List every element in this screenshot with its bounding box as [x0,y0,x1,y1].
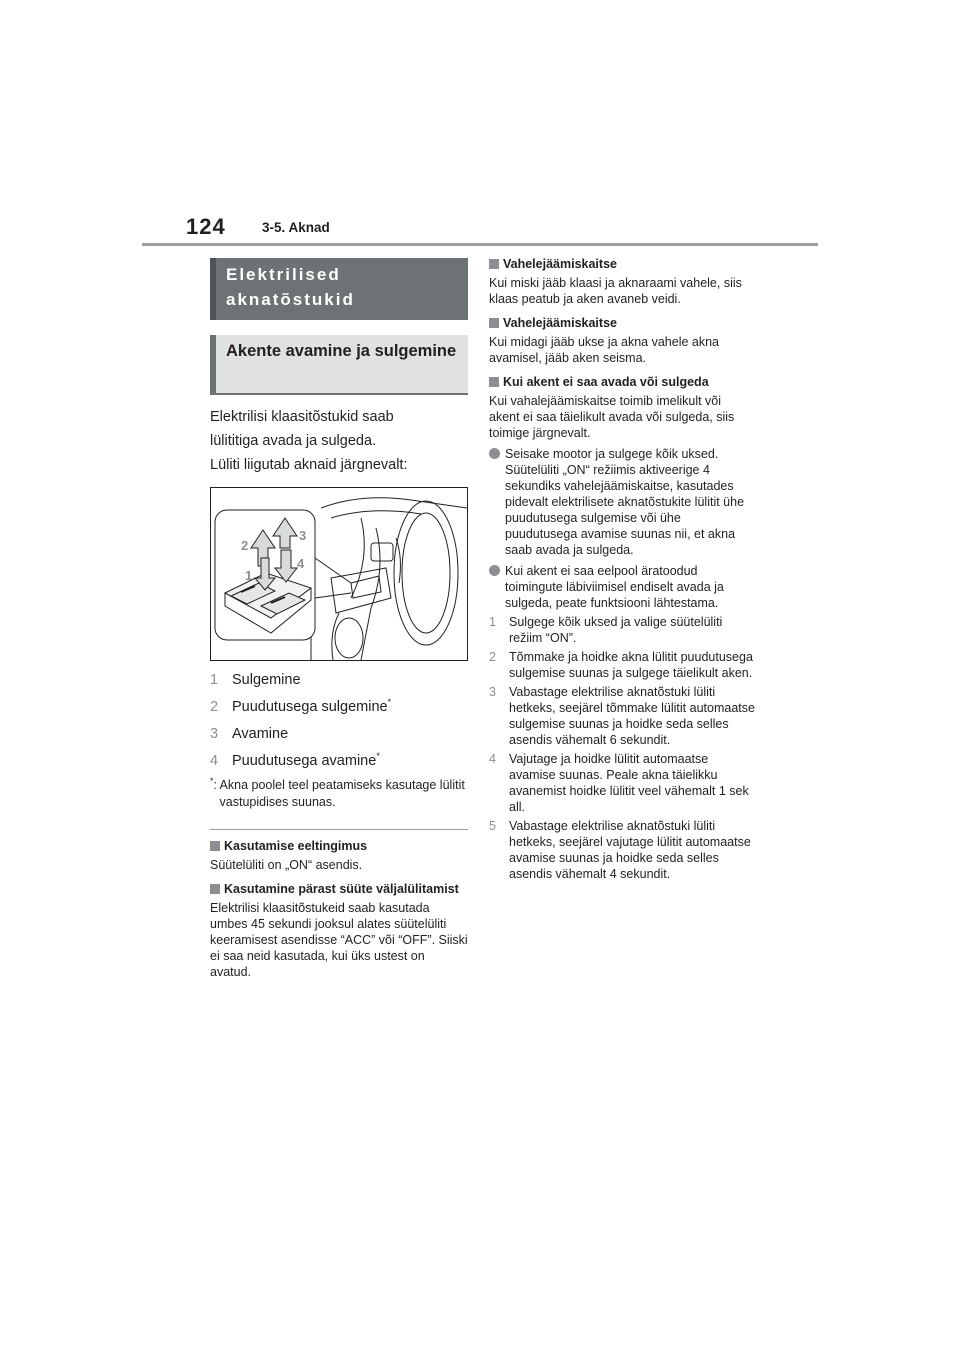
info-section-title [210,838,468,854]
bullet-text: Kui akent ei saa eelpool äratoodud toimingute läbiviimisel endiselt avada ja sulgeda, peate funktsiooni lähtestama. [505,564,724,610]
step-text: Vabastage elektrilise aknatõstuki lüliti hetkeks, seejärel vajutage lülitit automaatse avamise suunas ja hoidke seda selles asendis vähemalt 4 sekundit. [509,819,751,881]
info-section-title [489,315,755,331]
step-text: Tõmmake ja hoidke akna lülitit puudutusega sulgemise suunas ja sulgege täielikult aken. [509,650,753,680]
figure-label: 3 [299,528,307,543]
intro-line: Elektrilisi klaasitõstukid saab [210,409,394,425]
info-section-body: Kui miski jääb klaasi ja aknaraami vahele, siis klaas peatub ja aken avaneb veidi. [489,276,742,306]
header-rule [142,243,818,246]
info-section-body: Kui vahalejäämiskaitse toimib imelikult või akent ei saa täielikult avada või sulgeda, siis toimige järgnevalt. [489,394,735,440]
legend-label: Puudutusega sulgemine [232,699,388,715]
figure-label: 2 [241,538,249,553]
info-section [210,881,468,980]
step-number: 5 [489,819,496,833]
info-title-text: Kasutamine pärast süüte väljalülitamist [224,882,459,896]
list-item [489,684,755,748]
info-section-body: Süütelüliti on „ON“ asendis. [210,858,363,872]
illustration-drawing [211,488,467,660]
bullet-list [489,446,755,611]
step-number: 3 [489,685,496,699]
legend-item [210,694,468,721]
legend-item [210,667,468,694]
figure-legend [210,667,468,775]
footnote-colon: : [213,778,217,792]
list-item [489,818,755,882]
list-item [489,446,755,558]
step-list [489,614,755,882]
footnote-star: * [210,775,214,786]
step-number: 1 [489,615,496,629]
round-bullet-icon [489,565,500,576]
section-divider [210,829,468,830]
info-section-body: Elektrilisi klaasitõstukeid saab kasutada umbes 45 sekundi jooksul alates süütelüliti keeramisest asendisse “ACC” või “OFF”. Siiski ei saa neid kasutada, kui üks ustest on avatud. [210,901,468,979]
legend-number: 2 [210,699,219,715]
info-section-title [489,374,755,390]
bullet-text: Seisake mootor ja sulgege kõik uksed. Süütelüliti „ON“ režiimis aktiveerige 4 sekundiks vahelejäämiskaitse, kasutades pidevalt elektrilisete aknatõstukite lülitit ühe puudutusega sulgemise või ühe puudutusega avamise suunas nii, et akna saab avada ja sulgeda. [505,447,745,557]
window-switch-illustration [210,487,468,661]
right-column [489,256,755,882]
main-heading: Elektrilised aknatõstukid [210,258,468,320]
step-text: Sulgege kõik uksed ja valige süütelüliti režiim “ON”. [509,615,723,645]
section-title: 3-5. Aknad [262,220,330,235]
info-title-text: Vahelejäämiskaitse [503,316,617,330]
info-section-title [210,881,468,897]
info-section-title [489,256,755,272]
footnote [210,777,468,811]
step-text: Vabastage elektrilise aknatõstuki lüliti hetkeks, seejärel tõmmake lülitit automaatse sulgemise suunas ja hoidke seda selles asendis vähemalt 6 sekundit. [509,685,755,747]
intro-line: lülititiga avada ja sulgeda. [210,433,377,449]
legend-text: Sulgemine [232,672,301,688]
info-title-text: Kui akent ei saa avada või sulgeda [503,375,709,389]
left-column [210,258,468,980]
legend-number: 4 [210,753,219,769]
info-title-text: Kasutamise eeltingimus [224,839,368,853]
info-section [489,374,755,441]
square-bullet-icon [489,318,499,328]
page-number: 124 [186,214,226,239]
legend-text [232,748,380,775]
legend-number: 1 [210,672,219,688]
square-bullet-icon [210,841,220,851]
sub-heading: Akente avamine ja sulgemine [210,335,468,395]
intro-line: Lüliti liigutab aknaid järgnevalt: [210,457,408,473]
square-bullet-icon [210,884,220,894]
step-number: 2 [489,650,496,664]
info-title-text: Vahelejäämiskaitse [503,257,617,271]
legend-label: Puudutusega avamine [232,753,377,769]
legend-text [232,694,391,721]
step-number: 4 [489,752,496,766]
footnote-mark [210,777,220,811]
footnote-star: * [387,697,392,708]
intro-text [210,405,468,477]
figure-label: 4 [297,556,305,571]
square-bullet-icon [489,377,499,387]
legend-number: 3 [210,726,219,742]
round-bullet-icon [489,448,500,459]
footnote-text: Akna poolel teel peatamiseks kasutage lülitit vastupidises suunas. [219,778,465,809]
square-bullet-icon [489,259,499,269]
figure-label: 1 [245,568,253,583]
legend-item [210,748,468,775]
list-item [489,563,755,611]
list-item [489,614,755,646]
legend-text: Avamine [232,726,289,742]
legend-item [210,721,468,748]
info-section [489,256,755,307]
info-section-body: Kui midagi jääb ukse ja akna vahele akna avamisel, jääb aken seisma. [489,335,720,365]
list-item [489,751,755,815]
info-section [489,315,755,366]
info-section [210,838,468,873]
footnote-star: * [376,751,380,762]
list-item [489,649,755,681]
step-text: Vajutage ja hoidke lülitit automaatse avamise suunas. Peale akna täielikku avanemist hoidke lülitit veel vähemalt 1 sek all. [509,752,749,814]
